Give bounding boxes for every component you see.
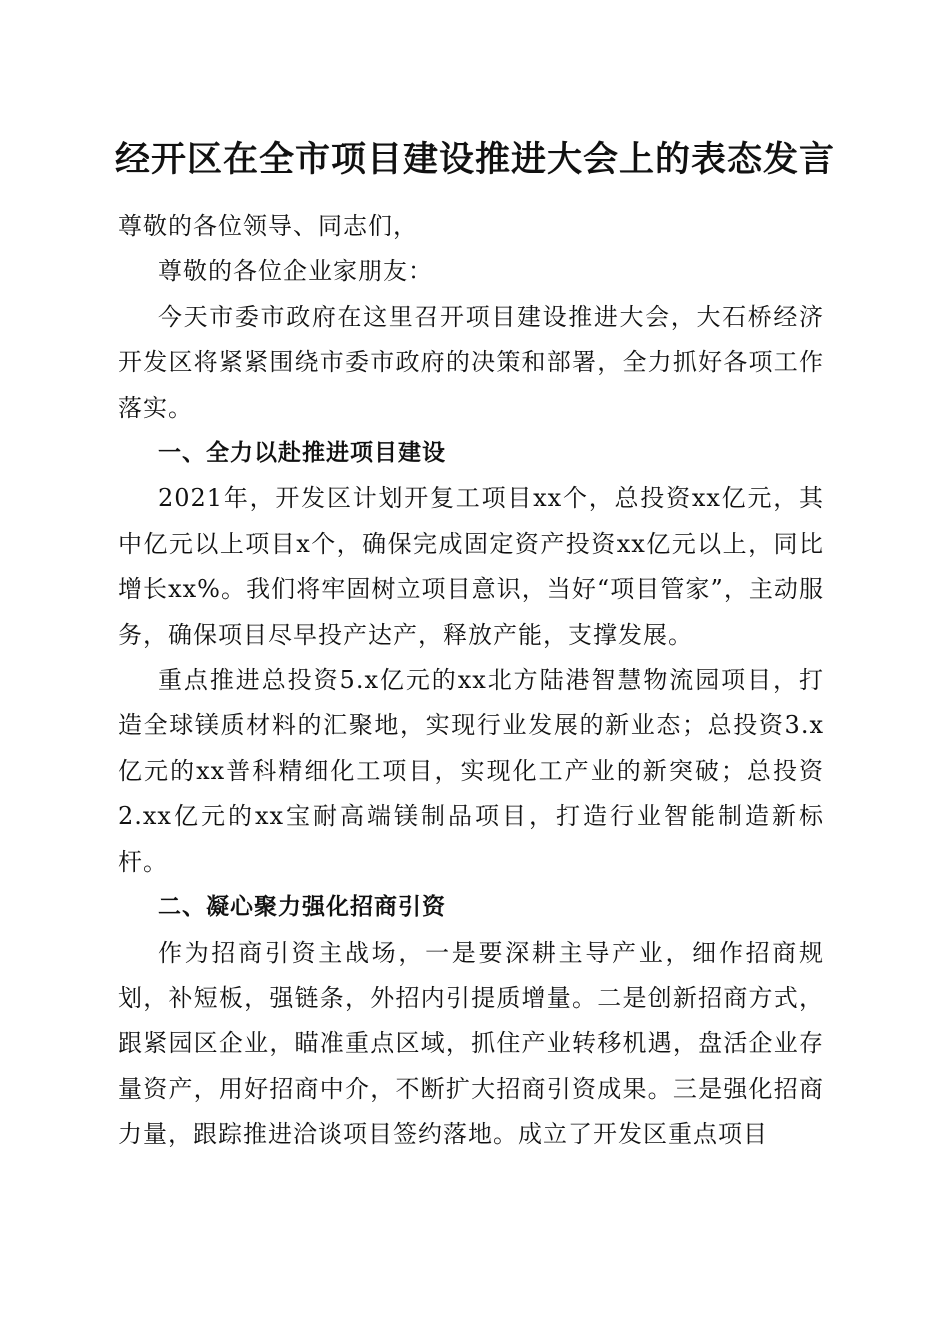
document-body [118, 204, 824, 1158]
paragraph-projects-2021: 2021年，开发区计划开复工项目xx个，总投资xx亿元，其中亿元以上项目x个，确保完成固定资产投资xx亿元以上，同比增长xx%。我们将牢固树立项目意识，当好“项目管家”，主动服务，确保项目尽早投产达产，释放产能，支撑发展。 [118, 484, 824, 649]
section-heading-1: 一、全力以赴推进项目建设 [158, 440, 446, 467]
salutation-leaders: 尊敬的各位领导、同志们， [118, 212, 418, 240]
paragraph-key-projects: 重点推进总投资5.x亿元的xx北方陆港智慧物流园项目，打造全球镁质材料的汇聚地，实现行业发展的新业态；总投资3.x亿元的xx普科精细化工项目，实现化工产业的新突破；总投资2.xx亿元的xx宝耐高端镁制品项目，打造行业智能制造新标杆。 [118, 666, 824, 876]
section-heading-2: 二、凝心聚力强化招商引资 [158, 894, 446, 921]
paragraph-investment-attraction: 作为招商引资主战场，一是要深耕主导产业，细作招商规划，补短板，强链条，外招内引提质增量。二是创新招商方式，跟紧园区企业，瞄准重点区域，抓住产业转移机遇，盘活企业存量资产，用好招商中介，不断扩大招商引资成果。三是强化招商力量，跟踪推进洽谈项目签约落地。成立了开发区重点项目 [118, 938, 824, 1149]
paragraph-intro: 今天市委市政府在这里召开项目建设推进大会，大石桥经济开发区将紧紧围绕市委市政府的决策和部署，全力抓好各项工作落实。 [118, 302, 824, 422]
document-title: 经开区在全市项目建设推进大会上的表态发言 [114, 140, 835, 180]
salutation-entrepreneurs: 尊敬的各位企业家朋友： [158, 257, 433, 286]
